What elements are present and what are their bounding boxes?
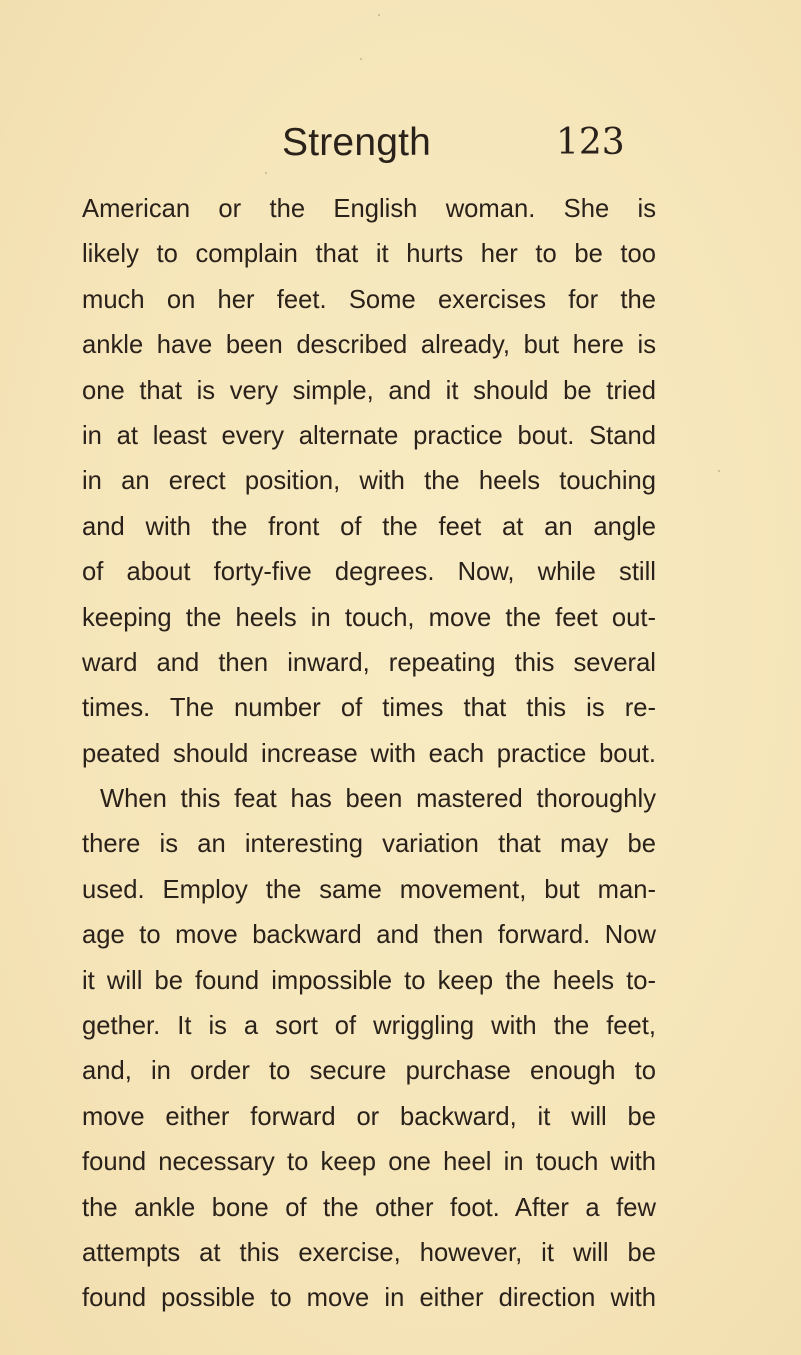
text-line: attempts at this exercise, however, it will be [82, 1238, 656, 1267]
text-line: there is an interesting variation that may be [82, 830, 656, 859]
body-text [82, 187, 656, 1322]
text-line: and with the front of the feet at an angle [82, 512, 656, 541]
text-line: the ankle bone of the other foot. After a few [82, 1193, 656, 1222]
text-line: likely to complain that it hurts her to be too [82, 240, 656, 269]
running-head [0, 118, 801, 168]
text-line: times. The number of times that this is re- [82, 694, 656, 723]
text-line: American or the English woman. She is [82, 195, 656, 223]
text-line: in at least every alternate practice bout. Stand [82, 421, 656, 450]
text-line: one that is very simple, and it should be tried [82, 376, 656, 405]
text-line: peated should increase with each practice bout. [82, 739, 656, 768]
paper-speck [360, 58, 362, 60]
text-line: of about forty-five degrees. Now, while still [82, 558, 656, 587]
paper-speck [718, 470, 720, 472]
text-line-paragraph-start: When this feat has been mastered thoroughly [100, 785, 656, 814]
text-line: used. Employ the same movement, but man- [82, 875, 656, 904]
text-line: gether. It is a sort of wriggling with the feet, [82, 1012, 656, 1041]
text-line: found possible to move in either direction with [82, 1284, 656, 1313]
text-line: in an erect position, with the heels touching [82, 467, 656, 496]
text-line: found necessary to keep one heel in touch with [82, 1148, 656, 1177]
text-line: ward and then inward, repeating this several [82, 648, 656, 677]
page-number: 123 [556, 122, 625, 163]
text-line: it will be found impossible to keep the heels to- [82, 966, 656, 995]
running-head-title: Strength [282, 121, 432, 164]
text-line: much on her feet. Some exercises for the [82, 285, 656, 314]
text-line: move either forward or backward, it will be [82, 1102, 656, 1131]
text-line: keeping the heels in touch, move the feet out- [82, 603, 656, 632]
text-line: age to move backward and then forward. Now [82, 921, 656, 950]
paper-speck [265, 172, 267, 174]
text-line: ankle have been described already, but here is [82, 331, 656, 360]
paper-speck [378, 14, 380, 16]
text-line: and, in order to secure purchase enough to [82, 1057, 656, 1086]
